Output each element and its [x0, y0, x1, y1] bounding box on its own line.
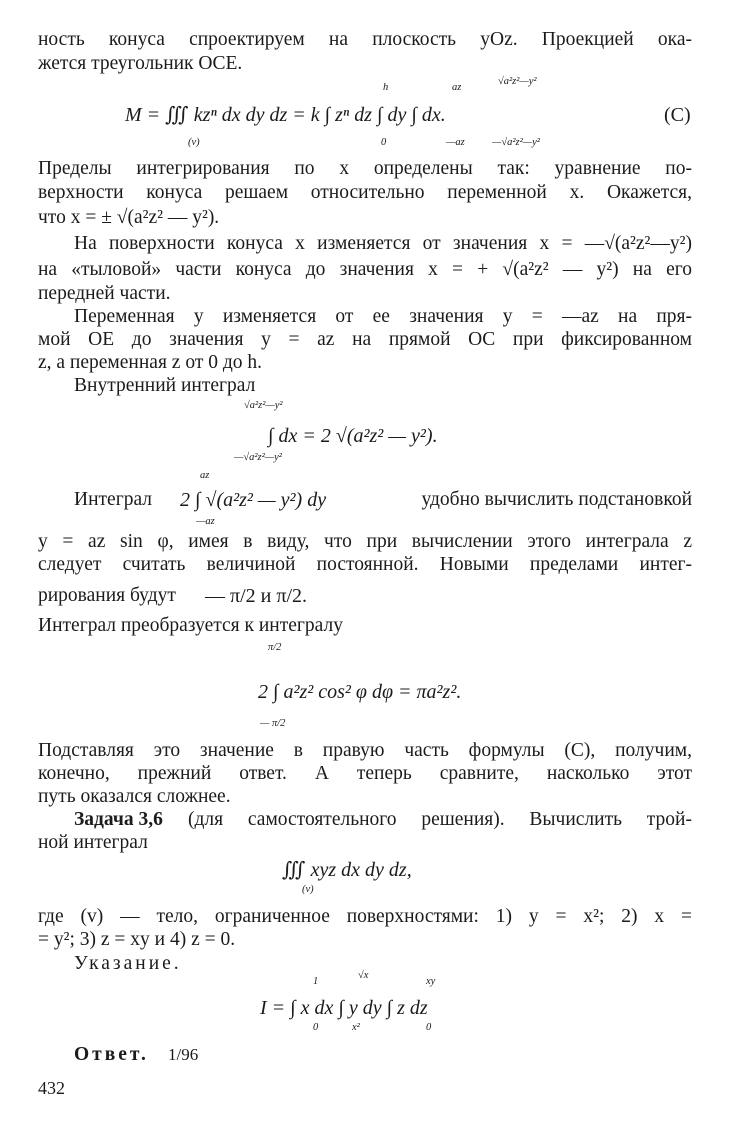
problem-number: Задача 3,6	[74, 809, 163, 830]
text-line-21: путь оказался сложнее.	[38, 786, 231, 807]
text-line-12: Внутренний интеграл	[74, 375, 256, 396]
text-line-25: = y²; 3) z = xy и 4) z = 0.	[38, 929, 236, 950]
transformed-integral-text: 2 ∫ a²z² cos² φ dφ = πa²z².	[258, 681, 462, 703]
text-line-17: рирования будут	[38, 585, 176, 606]
text-line-14: удобно вычислить подстановкой	[421, 489, 692, 510]
text-line-19: Подставляя это значение в правую часть формулы (С), получим,	[38, 740, 692, 761]
inner-integral-text: ∫ dx = 2 √(a²z² — y²).	[268, 425, 438, 447]
text-line-9: Переменная y изменяется от ее значения y = —az на пря-	[74, 306, 692, 327]
hint-formula-text: I = ∫ x dx ∫ y dy ∫ z dz	[260, 997, 428, 1019]
mass-formula-text: M = ∭ kzⁿ dx dy dz = k ∫ zⁿ dz ∫ dy ∫ dx.	[125, 104, 446, 126]
text-line-22: (для самостоятельного решения). Вычислить трой-	[188, 809, 692, 830]
book-page: ность конуса спроектируем на плоскость yOz. Проекцией ока- жется треугольник OCE. M = ∭ kzⁿ dx dy dz = k ∫ zⁿ dz ∫ dy ∫ dx. (v) h 0 az —az √a²z²—y² —√a²z²—y² (C) Пределы интегрирования по x определены так: уравнение по- верхности конуса решаем относительно переменной x. Окажется, что x = ± √(a²z² — y²). На поверхности конуса x изменяется от значения x = —√(a²z²—y²) на «тыловой» части конуса до значения x = + √(a²z² — y²) на его передней части. Переменная y изменяется от ее значения y = —az на пря- мой OE до значения y = az на прямой OC при фиксированном z, а переменная z от 0 до h. Внутренний интеграл √a²z²—y² ∫ dx = 2 √(a²z² — y²). —√a²z²—y² Интеграл az 2 ∫ √(a²z² — y²) dy —az удобно вычислить подстановкой y = az sin φ, имея в виду, что при вычислении этого интеграла z следует считать величиной постоянной. Новыми пределами интег- рирования будут — π/2 и π/2. Интеграл преобразуется к интегралу π/2 2 ∫ a²z² cos² φ dφ = πa²z². — π/2 Подставляя это значение в правую часть формулы (С), получим, конечно, прежний ответ. А теперь сравните, насколько этот путь оказался сложнее. Задача 3,6 (для самостоятельного решения). Вычислить трой- ной интеграл ∭ xyz dx dy dz, (v) где (v) — тело, ограниченное поверхностями: 1) y = x²; 2) x = = y²; 3) z = xy и 4) z = 0. Указание. 1 √x xy I = ∫ x dx ∫ y dy ∫ z dz 0 x² 0 Ответ. 1/96 432	[38, 29, 692, 1098]
formula-tag: (C)	[664, 104, 691, 126]
text-line-3: Пределы интегрирования по x определены так: уравнение по-	[38, 158, 692, 179]
text-line-11: z, а переменная z от 0 до h.	[38, 352, 263, 373]
text-line-15: y = az sin φ, имея в виду, что при вычислении этого интеграла z	[38, 531, 692, 552]
text-line-5: что x = ± √(a²z² — y²).	[38, 207, 220, 228]
text-line-10: мой OE до значения y = az на прямой OC при фиксированном	[38, 329, 692, 350]
new-limits: — π/2 и π/2.	[205, 585, 308, 607]
text-line-6: На поверхности конуса x изменяется от значения x = —√(a²z²—y²)	[74, 233, 692, 254]
page-number: 432	[38, 1078, 65, 1098]
hint-label: Указание.	[74, 953, 182, 974]
answer-label: Ответ.	[74, 1044, 149, 1065]
text-line-20: конечно, прежний ответ. А теперь сравните, насколько этот	[38, 763, 692, 784]
integral-2-text: 2 ∫ √(a²z² — y²) dy	[180, 489, 327, 511]
text-line-23: ной интеграл	[38, 832, 148, 853]
triple-integral-text: ∭ xyz dx dy dz,	[282, 859, 412, 881]
text-line-13: Интеграл	[74, 489, 152, 510]
text-line-2: жется треугольник OCE.	[38, 53, 243, 74]
text-line-1: ность конуса спроектируем на плоскость yOz. Проекцией ока-	[38, 29, 692, 50]
answer-value: 1/96	[168, 1045, 199, 1064]
text-line-16: следует считать величиной постоянной. Новыми пределами интег-	[38, 554, 692, 575]
text-line-24: где (v) — тело, ограниченное поверхностями: 1) y = x²; 2) x =	[38, 906, 692, 927]
text-line-18: Интеграл преобразуется к интегралу	[38, 615, 343, 636]
text-line-7: на «тыловой» части конуса до значения x = + √(a²z² — y²) на его	[38, 259, 692, 280]
text-line-8: передней части.	[38, 283, 171, 304]
text-line-4: верхности конуса решаем относительно переменной x. Окажется,	[38, 182, 692, 203]
